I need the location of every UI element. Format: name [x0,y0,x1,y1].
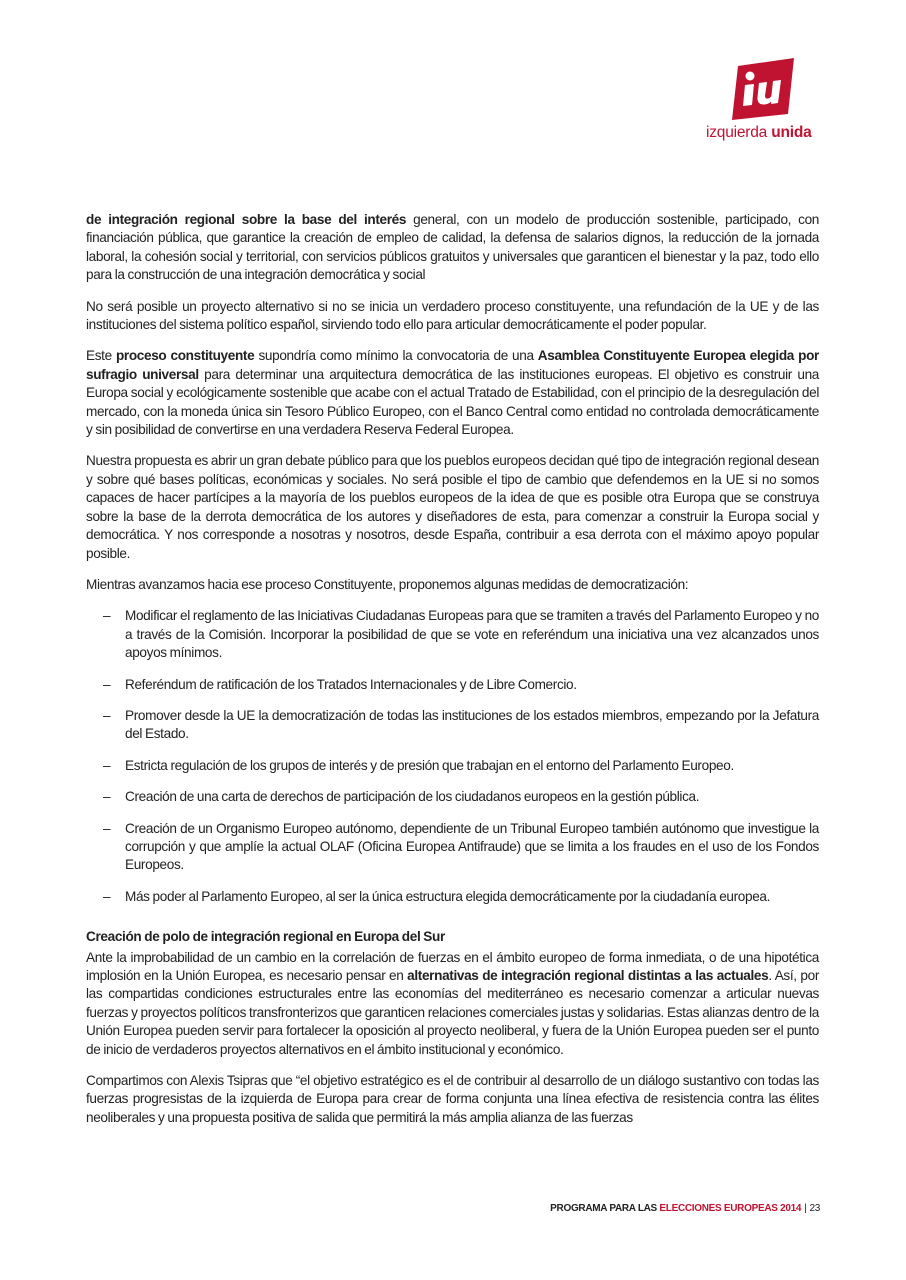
footer-elections-label: ELECCIONES EUROPEAS 2014 [659,1203,802,1214]
paragraph-4 [86,452,819,562]
paragraph-3 [86,347,819,439]
bold-text-run: de integración regional sobre la base del interés [86,212,407,227]
list-dash: – [103,707,111,723]
list-dash: – [103,676,111,692]
paragraph-1 [86,211,819,285]
list-dash: – [103,608,111,624]
list-item [86,707,819,744]
list-item-text: Referéndum de ratificación de los Tratados Internacionales y de Libre Comercio. [125,676,577,692]
list-dash: – [103,820,111,836]
bold-text-run: proceso constituyente [115,348,255,364]
democratization-measures-list [86,607,819,906]
page-footer [550,1203,820,1214]
paragraph-5 [86,576,819,594]
text-run: para determinar una arquitectura democrática de las instituciones europeas. El objetivo es construir una Europa social y ecológicamente sostenible que acabe con el actual Tratado de Estabilidad, con el principio de la desregulación del mercado, con la moneda única sin Tesoro Público Europeo, con el Banco Central como entidad no controlada democráticamente y sin posibilidad de convertirse en una verdadera Reserva Federal Europea. [86,366,819,438]
list-item [86,788,819,806]
paragraph-2 [86,298,819,335]
list-item-text: Creación de un Organismo Europeo autónomo, dependiente de un Tribunal Europeo también autónomo que investigue la corrupción y que amplíe la actual OLAF (Oficina Europea Antifraude) que se limita a los fraudes en el uso de los Fondos Europeos. [125,820,819,873]
text-run: Mientras avanzamos hacia ese proceso Constituyente, proponemos algunas medidas de democratización: [86,576,689,592]
paragraph-6 [86,949,819,1059]
paragraph-7 [86,1072,819,1127]
text-run: Compartimos con Alexis Tsipras que “el objetivo estratégico es el de contribuir al desarrollo de un diálogo sustantivo con todas las fuerzas progresistas de la izquierda de Europa para crear de forma conjunta una línea efectiva de resistencia contra las élites neoliberales y una propuesta positiva de salida que permitirá la más amplia alianza de las fuerzas [86,1073,819,1125]
izquierda-unida-logo [700,58,830,150]
footer-separator: | [804,1203,807,1214]
page-body [86,211,819,1140]
logo-word-unida: unida [771,124,812,141]
list-item [86,676,819,694]
logo-word-izquierda: izquierda [706,124,768,141]
list-item-text: Más poder al Parlamento Europeo, al ser la única estructura elegida democráticamente por la ciudadanía europea. [125,888,771,904]
section-heading: Creación de polo de integración regional en Europa del Sur [86,929,445,945]
list-item-text: Estricta regulación de los grupos de interés y de presión que trabajan en el entorno del Parlamento Europeo. [125,757,734,773]
text-run: No será posible un proyecto alternativo si no se inicia un verdadero proceso constituyente, una refundación de la UE y de las instituciones del sistema político español, sirviendo todo ello para articular democráticamente el poder popular. [86,298,819,333]
footer-program-label: PROGRAMA PARA LAS [550,1203,660,1214]
iu-logo-icon [732,58,798,120]
text-run: Este [86,348,116,364]
text-run: supondría como mínimo la convocatoria de una [254,348,538,364]
list-dash: – [103,757,111,773]
text-run: general, con un modelo de producción sostenible, participado, con financiación pública, que garantice la creación de empleo de calidad, la defensa de salarios dignos, la reducción de la jornada laboral, la cohesión social y territorial, con servicios públicos gratuitos y universales que garanticen el bienestar y la paz, todo ello para la construcción de una integración democrática y social [86,212,819,283]
list-item [86,757,819,775]
list-item [86,607,819,662]
list-item [86,888,819,906]
bold-text-run: Asamblea Constituyente Europea elegida por sufragio universal [86,348,819,382]
list-dash: – [103,888,111,904]
bold-text-run: alternativas de integración regional distintas a las actuales [407,968,769,983]
list-item [86,820,819,875]
list-item-text: Promover desde la UE la democratización de todas las instituciones de los estados miembros, empezando por la Jefatura del Estado. [125,707,819,742]
logo-wordmark [706,124,812,142]
text-run: Nuestra propuesta es abrir un gran debate público para que los pueblos europeos decidan qué tipo de integración regional desean y sobre qué bases políticas, económicas y sociales. No será posible el tipo de cambio que defendemos en la UE si no somos capaces de hacer partícipes a la mayoría de los pueblos europeos de la idea de que es posible otra Europa que se construya sobre la base de la derrota democrática de los autores y diseñadores de esta, para comenzar a construir la Europa social y democrática. Y nos corresponde a nosotras y nosotros, desde España, contribuir a esa derrota con el máximo apoyo popular posible. [86,453,819,561]
text-run: . Así, por las compartidas condiciones estructurales entre las economías del mediterráneo es necesario comenzar a articular nuevas fuerzas y proyectos políticos transfronterizos que garanticen relaciones comerciales justas y solidarias. Estas alianzas dentro de la Unión Europea pueden servir para fortalecer la oposición al proyecto neoliberal, y fuera de la Unión Europea pueden ser el punto de inicio de verdaderos proyectos alternativos en el ámbito institucional y económico. [86,968,819,1057]
list-item-text: Modificar el reglamento de las Iniciativas Ciudadanas Europeas para que se tramiten a través del Parlamento Europeo y no a través de la Comisión. Incorporar la posibilidad de que se vote en referéndum una iniciativa una vez alcanzados unos apoyos mínimos. [125,608,819,661]
page-number: 23 [809,1203,820,1214]
list-item-text: Creación de una carta de derechos de participación de los ciudadanos europeos en la gestión pública. [125,789,700,805]
text-run: Ante la improbabilidad de un cambio en la correlación de fuerzas en el ámbito europeo de forma inmediata, o de una hipotética implosión en la Unión Europea, es necesario pensar en [86,949,819,983]
list-dash: – [103,789,111,805]
